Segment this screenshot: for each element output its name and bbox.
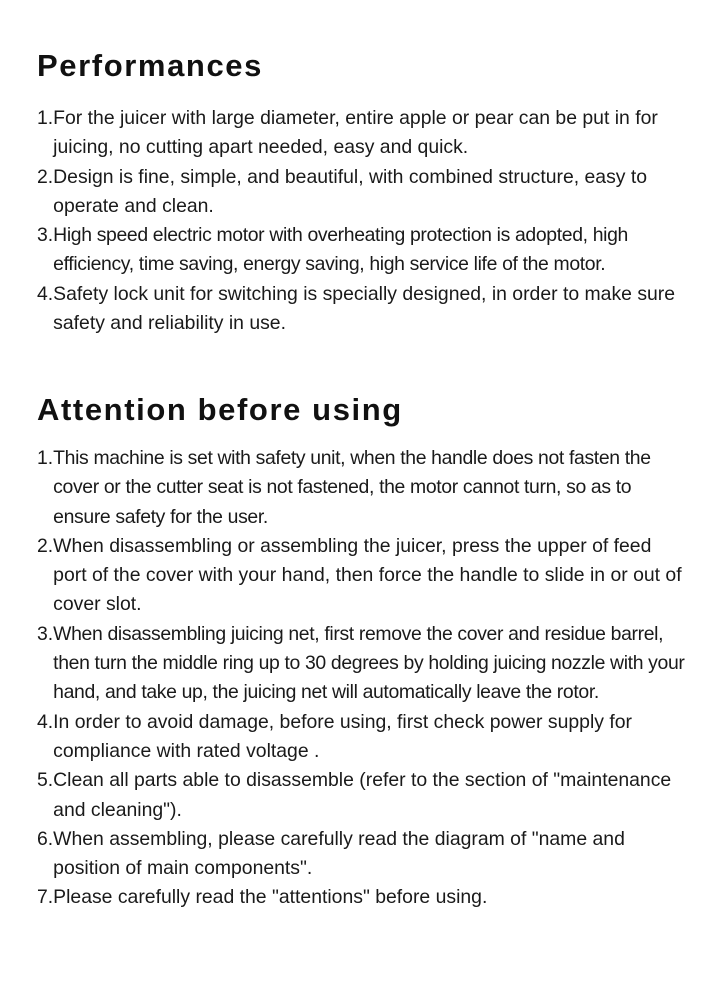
list-item (37, 532, 687, 620)
item-text: High speed electric motor with overheating protection is adopted, high efficiency, time saving, energy saving, high service life of the motor. (53, 224, 628, 276)
item-text: Clean all parts able to disassemble (refer to the section of "maintenance and cleaning"). (53, 769, 672, 821)
list-item (37, 825, 687, 884)
list-item (37, 708, 687, 767)
item-text: When disassembling juicing net, first remove the cover and residue barrel, then turn the middle ring up to 30 degrees by holding juicing nozzle with your hand, and take up, the juicing net will automatically leave the rotor. (53, 622, 685, 704)
item-number: 2. (37, 534, 54, 557)
item-number: 4. (37, 710, 54, 733)
item-number: 2. (37, 165, 54, 188)
item-number: 4. (37, 282, 54, 305)
performances-heading: Performances (37, 48, 263, 83)
attention-heading: Attention before using (37, 392, 403, 427)
list-item (37, 221, 687, 280)
item-number: 1. (37, 447, 54, 469)
item-text: In order to avoid damage, before using, first check power supply for compliance with rated voltage . (53, 710, 632, 762)
item-number: 1. (37, 107, 54, 129)
list-item (37, 104, 687, 163)
item-number: 3. (37, 622, 54, 645)
list-item (37, 766, 687, 825)
item-number: 6. (37, 827, 54, 850)
list-item (37, 444, 687, 532)
list-item (37, 163, 687, 222)
item-text: Please carefully read the "attentions" before using. (53, 886, 488, 909)
list-item (37, 883, 687, 912)
attention-list (37, 444, 687, 913)
item-text: This machine is set with safety unit, when the handle does not fasten the cover or the cutter seat is not fastened, the motor cannot turn, so as to ensure safety for the user. (53, 447, 651, 528)
item-number: 5. (37, 769, 54, 792)
item-text: Safety lock unit for switching is specially designed, in order to make sure safety and reliability in use. (53, 282, 676, 335)
item-text: When assembling, please carefully read the diagram of "name and position of main components". (53, 827, 625, 880)
item-number: 7. (37, 886, 54, 909)
list-item (37, 620, 687, 708)
item-text: For the juicer with large diameter, entire apple or pear can be put in for juicing, no cutting apart needed, easy and quick. (53, 107, 658, 159)
item-text: Design is fine, simple, and beautiful, with combined structure, easy to operate and clean. (53, 165, 648, 217)
performances-list (37, 104, 687, 338)
item-number: 3. (37, 224, 54, 247)
item-text: When disassembling or assembling the juicer, press the upper of feed port of the cover with your hand, then force the handle to slide in or out of cover slot. (53, 534, 682, 616)
list-item (37, 280, 687, 339)
